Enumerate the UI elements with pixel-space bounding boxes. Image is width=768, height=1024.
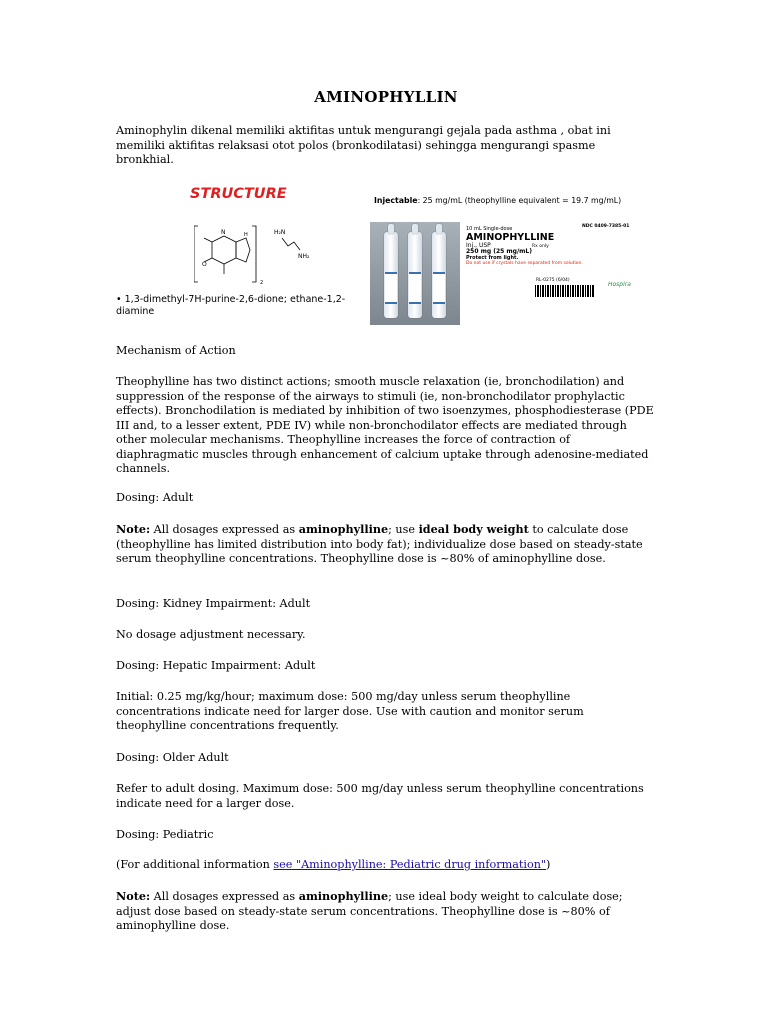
pediatric-note-paragraph: Note: All dosages expressed as aminophylline; use ideal body weight to calculate dose; adjust dose based on steady-state serum concentrations. Theophylline dose is ~80% of aminophylline dose. bbox=[116, 889, 623, 932]
adult-note-paragraph: Note: All dosages expressed as aminophylline; use ideal body weight to calculate dose (theophylline has limited distribution into body fat); individualize dose based on steady-state serum theophylline concentrations. Theophylline dose is ~80% of aminophylline dose. bbox=[116, 522, 643, 565]
intro-paragraph: Aminophylin dikenal memiliki aktifitas untuk mengurangi gejala pada asthma , obat ini memiliki aktifitas relaksasi otot polos (bronkodilatasi) sehingga mengurangi spasme bronkhial. bbox=[116, 124, 611, 166]
injectable-text: Injectable: 25 mg/mL (theophylline equivalent = 19.7 mg/mL) bbox=[374, 196, 622, 205]
vial-label: 10 mL Single-dose AMINOPHYLLINE Inj., USP 250 mg (25 mg/mL) Protect from light. Do not use if crystals have separated from solution. NDC 0409-7385-01 Rx only RL-0275 (6/04) bbox=[464, 224, 640, 296]
kidney-heading: Dosing: Kidney Impairment: Adult bbox=[116, 597, 311, 610]
pediatric-info-link[interactable]: see "Aminophylline: Pediatric drug information" bbox=[273, 858, 547, 871]
barcode bbox=[535, 285, 595, 297]
pediatric-info: (For additional information see "Aminophylline: Pediatric drug information") bbox=[116, 858, 551, 871]
svg-text:H: H bbox=[244, 232, 248, 238]
svg-text:2: 2 bbox=[260, 280, 264, 286]
page-title: AMINOPHYLLIN bbox=[314, 88, 458, 106]
kidney-paragraph: No dosage adjustment necessary. bbox=[116, 628, 306, 641]
hepatic-paragraph: Initial: 0.25 mg/kg/hour; maximum dose: 500 mg/day unless serum theophylline concentrations indicate need for larger dose. Use with caution and monitor serum theophylline concentrations frequently. bbox=[116, 690, 584, 732]
svg-text:O: O bbox=[202, 261, 207, 268]
older-adult-heading: Dosing: Older Adult bbox=[116, 751, 229, 764]
hepatic-heading: Dosing: Hepatic Impairment: Adult bbox=[116, 659, 316, 672]
brand-logo: Hospira bbox=[608, 281, 631, 288]
chemical-structure-diagram bbox=[194, 224, 314, 286]
svg-text:NH₂: NH₂ bbox=[298, 253, 310, 260]
structure-figure bbox=[116, 184, 356, 326]
adult-dosing-heading: Dosing: Adult bbox=[116, 491, 194, 504]
svg-text:H₂N: H₂N bbox=[274, 229, 286, 236]
structure-bullet: • 1,3-dimethyl-7H-purine-2,6-dione; ethane-1,2-diamine bbox=[116, 294, 346, 317]
svg-text:N: N bbox=[221, 229, 226, 236]
injectable-figure bbox=[370, 186, 642, 328]
structure-title: STRUCTURE bbox=[190, 186, 287, 202]
older-adult-paragraph: Refer to adult dosing. Maximum dose: 500 mg/day unless serum theophylline concentrations indicate need for a larger dose. bbox=[116, 782, 644, 810]
mechanism-paragraph: Theophylline has two distinct actions; smooth muscle relaxation (ie, bronchodilation) and suppression of the response of the airways to stimuli (ie, non-bronchodilator prophylactic effects). Bronchodilation is mediated by inhibition of two isoenzymes, phosphodiesterase (PDE III and, to a lesser extent, PDE IV) while non-bronchodilator effects are mediated through other molecular mechanisms. Theophylline increases the force of contraction of diaphragmatic muscles through enhancement of calcium uptake through adenosine-mediated channels. bbox=[116, 375, 654, 475]
pediatric-heading: Dosing: Pediatric bbox=[116, 828, 214, 841]
mechanism-heading: Mechanism of Action bbox=[116, 344, 236, 357]
vials-photo bbox=[370, 222, 460, 325]
